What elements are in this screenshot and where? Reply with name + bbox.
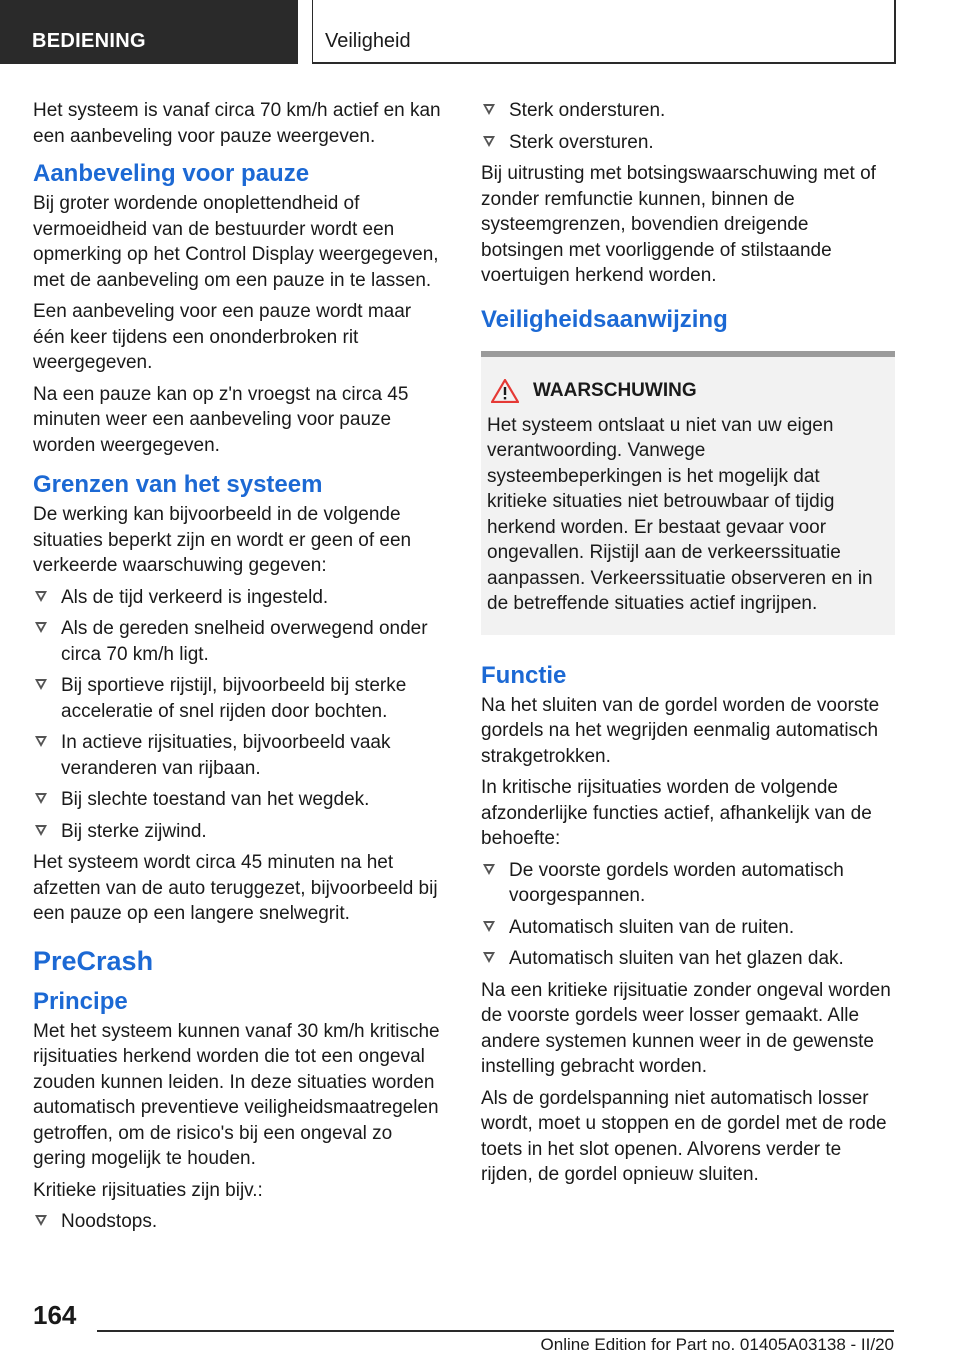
functie-paragraph-2: In kritische rijsituaties worden de volgende afzonderlijke functies actief, afhankelijk van de behoefte: xyxy=(481,777,872,849)
heading-veiligheid: Veiligheidsaanwijzing xyxy=(481,305,728,333)
triangle-bullet-icon xyxy=(483,864,495,875)
grenzen-paragraph-2: Het systeem wordt circa 45 minuten na het afzetten van de auto teruggezet, bijvoorbeeld bij een pauze op een langere snelwegrit. xyxy=(33,852,438,924)
right-column xyxy=(481,98,895,1194)
triangle-bullet-icon xyxy=(35,1215,47,1226)
triangle-bullet-icon xyxy=(35,793,47,804)
pauze-paragraph-2: Een aanbeveling voor een pauze wordt maar één keer tijdens een ononderbroken rit weergegeven. xyxy=(33,301,412,373)
triangle-bullet-icon xyxy=(483,136,495,147)
triangle-bullet-icon xyxy=(35,622,47,633)
warning-text: Het systeem ontslaat u niet van uw eigen verantwoording. Vanwege systeembeperkingen is het mogelijk dat kritieke situaties niet betrouwbaar of tijdig herkend worden. Er bestaat gevaar voor ongevallen. Rijstijl aan de verkeerssituatie aanpassen. Verkeerssituatie observeren en in de betreffende situaties actief ingrijpen. xyxy=(487,414,873,614)
grenzen-paragraph-1: De werking kan bijvoorbeeld in de volgende situaties beperkt zijn en wordt er geen of een verkeerde waarschuwing gegeven: xyxy=(33,504,412,576)
warning-box xyxy=(481,351,895,635)
page-number: 164 xyxy=(33,1300,77,1330)
list-item: Als de tijd verkeerd is ingesteld. xyxy=(33,585,447,611)
triangle-bullet-icon xyxy=(35,679,47,690)
list-item: Noodstops. xyxy=(33,1209,447,1235)
botsing-paragraph: Bij uitrusting met botsingswaarschuwing met of zonder remfunctie kunnen, binnen de systeemgrenzen, bovendien dreigende botsingen met voorliggende of stilstaande voertuigen herkend worden. xyxy=(481,163,876,286)
functie-paragraph-3: Na een kritieke rijsituatie zonder ongeval worden de voorste gordels weer losser gemaakt. Alle andere systemen kunnen weer in de gewenste instelling gebracht worden. xyxy=(481,979,891,1077)
intro-paragraph: Het systeem is vanaf circa 70 km/h actief en kan een aanbeveling voor pauze weergeven. xyxy=(33,100,441,147)
footer-divider xyxy=(97,1330,894,1332)
heading-principe: Principe xyxy=(33,987,128,1015)
heading-precrash: PreCrash xyxy=(33,945,154,976)
list-item: In actieve rijsituaties, bijvoorbeeld vaak veranderen van rijbaan. xyxy=(33,730,447,781)
list-item: Automatisch sluiten van het glazen dak. xyxy=(481,946,895,972)
list-item: Als de gereden snelheid overwegend onder circa 70 km/h ligt. xyxy=(33,616,447,667)
grenzen-list xyxy=(33,585,447,845)
warning-title: WAARSCHUWING xyxy=(533,379,697,401)
list-item: Sterk ondersturen. xyxy=(481,98,895,124)
functie-paragraph-4: Als de gordelspanning niet automatisch losser wordt, moet u stoppen en de gordel met de rode toets in het slot openen. Alvorens verder te rijden, de gordel opnieuw sluiten. xyxy=(481,1087,887,1185)
edition-text: Online Edition for Part no. 01405A03138 - II/20 xyxy=(540,1335,894,1354)
list-item: Bij sportieve rijstijl, bijvoorbeeld bij sterke acceleratie of snel rijden door bochten. xyxy=(33,673,447,724)
functie-list xyxy=(481,858,895,972)
triangle-bullet-icon xyxy=(483,952,495,963)
triangle-bullet-icon xyxy=(35,591,47,602)
list-item: Bij sterke zijwind. xyxy=(33,819,447,845)
functie-paragraph-1: Na het sluiten van de gordel worden de voorste gordels na het wegrijden eenmalig automatisch strakgetrokken. xyxy=(481,694,880,767)
pauze-paragraph-1: Bij groter wordende onoplettendheid of vermoeidheid van de bestuurder wordt een opmerking op het Control Display weergegeven, met de aanbeveling om een pauze in te lassen. xyxy=(33,193,439,291)
triangle-bullet-icon xyxy=(483,921,495,932)
list-item: De voorste gordels worden automatisch voorgespannen. xyxy=(481,858,895,909)
triangle-bullet-icon xyxy=(483,104,495,115)
kritiek-list-right xyxy=(481,98,895,155)
list-item: Bij slechte toestand van het wegdek. xyxy=(33,787,447,813)
heading-grenzen: Grenzen van het systeem xyxy=(33,471,323,498)
list-item: Automatisch sluiten van de ruiten. xyxy=(481,915,895,941)
list-item: Sterk oversturen. xyxy=(481,130,895,156)
kritiek-list-left xyxy=(33,1209,447,1235)
pauze-paragraph-3: Na een pauze kan op z'n vroegst na circa 45 minuten weer een aanbeveling voor pauze worden weergegeven. xyxy=(33,383,409,456)
warning-header xyxy=(487,379,883,403)
warning-triangle-icon xyxy=(491,379,519,403)
section-tab: BEDIENING xyxy=(0,0,298,64)
triangle-bullet-icon xyxy=(35,825,47,836)
left-column xyxy=(33,98,447,1241)
principe-paragraph-1: Met het systeem kunnen vanaf 30 km/h kritische rijsituaties herkend worden die tot een ongeval zouden kunnen leiden. In deze situaties worden automatisch preventieve veiligheidsmaatregelen getroffen, om de risico's bij een ongeval zo gering mogelijk te houden. xyxy=(33,1020,440,1169)
chapter-tab: Veiligheid xyxy=(312,0,896,64)
heading-pauze: Aanbeveling voor pauze xyxy=(33,160,310,187)
heading-functie: Functie xyxy=(481,661,567,689)
triangle-bullet-icon xyxy=(35,736,47,747)
principe-paragraph-2: Kritieke rijsituaties zijn bijv.: xyxy=(33,1179,263,1201)
